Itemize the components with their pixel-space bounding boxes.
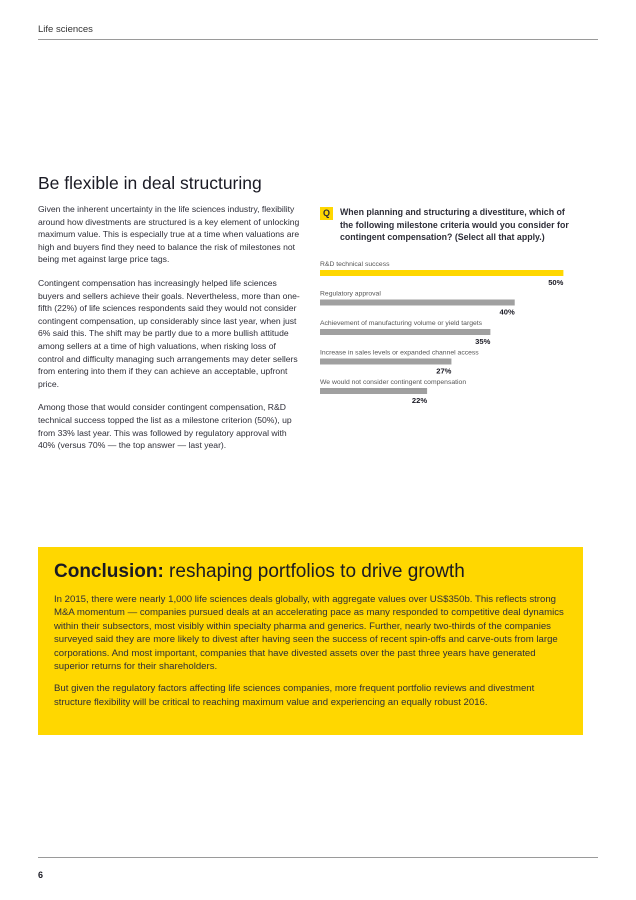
bar-category-label: Increase in sales levels or expanded channel access <box>320 349 479 357</box>
bar-value-label: 35% <box>475 337 491 346</box>
question-text: When planning and structuring a divestiture, which of the following milestone criteria would you consider for contingent compensation? (Select all that apply.) <box>340 207 569 243</box>
bar <box>320 270 563 276</box>
bar-chart-svg <box>320 258 578 408</box>
bar-value-label: 40% <box>499 307 515 317</box>
milestone-criteria-chart <box>320 258 578 408</box>
question-badge: Q <box>320 207 333 220</box>
bar-value-label: 27% <box>436 366 452 376</box>
bar-value-label: 50% <box>548 278 564 287</box>
bar <box>320 359 451 365</box>
bar-category-label: Regulatory approval <box>320 290 381 298</box>
body-paragraph: Contingent compensation has increasingly helped life sciences buyers and sellers achieve their goals. Nevertheless, more than one-fifth (22%) of life sciences respondents said they would not consider contingent compensation, up considerably since last year, when just 6% said this. The shift may be partly due to a more bullish attitude among sellers at a time of high valuations, when risking loss of control and difficulty managing such arrangements may deter sellers from entering into them if they can achieve an acceptable, upfront price. <box>38 277 300 389</box>
bar <box>320 300 515 306</box>
body-paragraph: Among those that would consider contingent compensation, R&D technical success topped the list as a milestone criterion (50%), up from 33% last year. This was followed by regulatory approval with 40% (versus 70% — the top answer — last year). <box>38 402 292 451</box>
body-paragraph: Given the inherent uncertainty in the life sciences industry, flexibility around how divestments are structured is a key element of unlocking maximum value. This is especially true at a time when valuations are high and buyers find they need to balance the risk of milestones not being met against large price tags. <box>38 204 300 265</box>
bar-category-label: R&D technical success <box>320 261 390 268</box>
bar <box>320 388 427 394</box>
header-section-label: Life sciences <box>38 24 93 35</box>
footer-divider <box>38 857 598 858</box>
header-divider <box>38 39 598 40</box>
conclusion-paragraph: But given the regulatory factors affecting life sciences companies, more frequent portfolio reviews and divestment structure flexibility will be critical to reaching maximum value and experiencing an equally robust 2016. <box>54 683 535 708</box>
bar-category-label: We would not consider contingent compensation <box>320 379 467 386</box>
body-text-column <box>38 203 304 463</box>
bar <box>320 329 490 335</box>
page-number: 6 <box>38 870 44 880</box>
section-title: Be flexible in deal structuring <box>38 173 262 193</box>
conclusion-title <box>54 561 567 583</box>
conclusion-paragraph: In 2015, there were nearly 1,000 life sciences deals globally, with aggregate values over US$350b. This reflects strong M&A momentum — companies pursued deals at an accelerating pace as many responded to competitive deal dynamics within their subsectors, most visibly within specialty pharma and generics. Further, nearly two-thirds of the companies surveyed said they are more likely to divest after having seen the success of recent spin-offs and carve-outs from large corporations. And most important, companies that have divested assets over the past three years have generated superior returns for their shareholders. <box>54 594 564 673</box>
conclusion-box <box>38 547 583 735</box>
survey-question <box>320 206 578 244</box>
conclusion-title-rest: reshaping portfolios to drive growth <box>163 561 465 582</box>
conclusion-title-strong: Conclusion: <box>54 561 164 582</box>
bar-value-label: 22% <box>411 396 428 405</box>
bar-category-label: Achievement of manufacturing volume or yield targets <box>320 320 483 327</box>
